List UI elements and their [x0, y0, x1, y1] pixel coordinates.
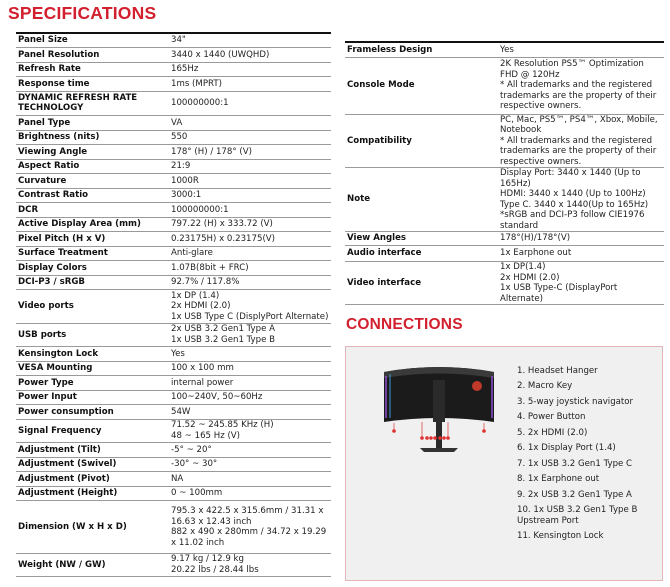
- spec-value: -5° ~ 20°: [169, 443, 331, 458]
- spec-value: Yes: [169, 347, 331, 362]
- spec-label: Signal Frequency: [16, 419, 169, 443]
- spec-label: Adjustment (Swivel): [16, 457, 169, 472]
- spec-label: Video ports: [16, 290, 169, 324]
- spec-label: Curvature: [16, 174, 169, 189]
- left-spec-row: [16, 62, 331, 77]
- left-spec-row: [16, 48, 331, 63]
- spec-label: Audio interface: [345, 246, 498, 262]
- left-spec-row: [16, 405, 331, 420]
- right-spec-row: [345, 168, 664, 232]
- spec-value: 100000000:1: [169, 203, 331, 218]
- spec-label: Compatibility: [345, 114, 498, 168]
- right-spec-row: [345, 246, 664, 262]
- left-spec-row: [16, 554, 331, 577]
- left-spec-row: [16, 390, 331, 405]
- spec-value: 100 x 100 mm: [169, 361, 331, 376]
- spec-value: Yes: [498, 42, 664, 57]
- spec-label: Response time: [16, 77, 169, 92]
- spec-label: Weight (NW / GW): [16, 554, 169, 577]
- left-spec-table: [16, 32, 331, 577]
- left-spec-row: [16, 130, 331, 145]
- spec-label: Refresh Rate: [16, 62, 169, 77]
- left-spec-row: [16, 77, 331, 92]
- left-spec-row: [16, 232, 331, 247]
- spec-value: 1.07B(8bit + FRC): [169, 261, 331, 276]
- left-spec-row: [16, 347, 331, 362]
- spec-label: Panel Type: [16, 116, 169, 131]
- spec-value: 2K Resolution PS5™ Optimization FHD @ 120Hz * All trademarks and the registered trademarks are the property of their respective owners.: [498, 57, 664, 114]
- spec-label: Surface Treatment: [16, 246, 169, 261]
- spec-value: 71.52 ~ 245.85 KHz (H) 48 ~ 165 Hz (V): [169, 419, 331, 443]
- spec-value: 178°(H)/178°(V): [498, 232, 664, 246]
- spec-value: 2x USB 3.2 Gen1 Type A 1x USB 3.2 Gen1 Type B: [169, 323, 331, 347]
- right-spec-row: [345, 232, 664, 246]
- spec-value: 34": [169, 33, 331, 48]
- spec-label: Adjustment (Height): [16, 486, 169, 501]
- spec-value: internal power: [169, 376, 331, 391]
- spec-value: 550: [169, 130, 331, 145]
- spec-label: DCI-P3 / sRGB: [16, 275, 169, 290]
- left-spec-row: [16, 261, 331, 276]
- spec-label: Power consumption: [16, 405, 169, 420]
- left-spec-row: [16, 361, 331, 376]
- spec-value: 1x DP(1.4) 2x HDMI (2.0) 1x USB Type-C (DisplayPort Alternate): [498, 262, 664, 305]
- connection-item: 7. 1x USB 3.2 Gen1 Type C: [517, 458, 633, 469]
- spec-label: VESA Mounting: [16, 361, 169, 376]
- spec-label: Aspect Ratio: [16, 159, 169, 174]
- right-spec-row: [345, 114, 664, 168]
- left-spec-row: [16, 116, 331, 131]
- spec-value: Display Port: 3440 x 1440 (Up to 165Hz) HDMI: 3440 x 1440 (Up to 100Hz) Type C. 3440 x 1440(Up to 165Hz) *sRGB and DCI-P3 follow CIE1976 standard: [498, 168, 664, 232]
- spec-value: 3000:1: [169, 188, 331, 203]
- left-spec-row: [16, 33, 331, 48]
- spec-value: 1x Earphone out: [498, 246, 664, 262]
- spec-value: 797.22 (H) x 333.72 (V): [169, 217, 331, 232]
- specifications-heading: SPECIFICATIONS: [8, 3, 157, 23]
- left-spec-row: [16, 472, 331, 487]
- left-spec-row: [16, 501, 331, 554]
- right-spec-row: [345, 42, 664, 57]
- monitor-rear-image: [380, 360, 498, 460]
- left-spec-row: [16, 203, 331, 218]
- connection-item: 11. Kensington Lock: [517, 531, 604, 542]
- left-spec-row: [16, 217, 331, 232]
- spec-label: Panel Size: [16, 33, 169, 48]
- spec-value: -30° ~ 30°: [169, 457, 331, 472]
- spec-label: Display Colors: [16, 261, 169, 276]
- connection-item: 4. Power Button: [517, 412, 586, 423]
- right-spec-row: [345, 57, 664, 114]
- spec-value: 0.23175H) x 0.23175(V): [169, 232, 331, 247]
- left-spec-row: [16, 246, 331, 261]
- spec-value: 54W: [169, 405, 331, 420]
- left-spec-row: [16, 290, 331, 324]
- connection-item: 9. 2x USB 3.2 Gen1 Type A: [517, 489, 632, 500]
- spec-label: DCR: [16, 203, 169, 218]
- spec-label: Power Type: [16, 376, 169, 391]
- spec-label: Active Display Area (mm): [16, 217, 169, 232]
- spec-value: 1000R: [169, 174, 331, 189]
- spec-value: 100000000:1: [169, 91, 331, 116]
- spec-label: Frameless Design: [345, 42, 498, 57]
- left-spec-row: [16, 188, 331, 203]
- connection-item: 10. 1x USB 3.2 Gen1 Type B Upstream Port: [517, 505, 638, 526]
- spec-value: 165Hz: [169, 62, 331, 77]
- left-spec-row: [16, 91, 331, 116]
- spec-value: 1x DP (1.4) 2x HDMI (2.0) 1x USB Type C (DisplyPort Alternate): [169, 290, 331, 324]
- connections-heading: CONNECTIONS: [346, 316, 463, 333]
- spec-label: Video interface: [345, 262, 498, 305]
- spec-value: Anti-glare: [169, 246, 331, 261]
- spec-value: 21:9: [169, 159, 331, 174]
- spec-label: View Angles: [345, 232, 498, 246]
- connection-item: 1. Headset Hanger: [517, 366, 598, 376]
- spec-value: 795.3 x 422.5 x 315.6mm / 31.31 x 16.63 x 12.43 inch 882 x 490 x 280mm / 34.72 x 19.29 x 11.02 inch: [169, 501, 331, 554]
- spec-label: Console Mode: [345, 57, 498, 114]
- connections-list: [517, 366, 667, 547]
- spec-label: Kensington Lock: [16, 347, 169, 362]
- spec-label: Viewing Angle: [16, 145, 169, 160]
- spec-value: 9.17 kg / 12.9 kg 20.22 lbs / 28.44 lbs: [169, 554, 331, 577]
- left-spec-row: [16, 443, 331, 458]
- spec-label: Dimension (W x H x D): [16, 501, 169, 554]
- left-spec-row: [16, 419, 331, 443]
- connection-item: 8. 1x Earphone out: [517, 474, 600, 485]
- right-spec-table: [345, 41, 664, 305]
- spec-value: PC, Mac, PS5™, PS4™, Xbox, Mobile, Notebook * All trademarks and the registered trademarks are the property of their respective owners.: [498, 114, 664, 168]
- spec-value: 0 ~ 100mm: [169, 486, 331, 501]
- spec-label: Adjustment (Pivot): [16, 472, 169, 487]
- connection-item: 3. 5-way joystick navigator: [517, 396, 634, 407]
- spec-value: 100~240V, 50~60Hz: [169, 390, 331, 405]
- spec-label: Contrast Ratio: [16, 188, 169, 203]
- spec-label: Power Input: [16, 390, 169, 405]
- left-spec-row: [16, 323, 331, 347]
- connection-item: 2. Macro Key: [517, 381, 573, 392]
- spec-value: 92.7% / 117.8%: [169, 275, 331, 290]
- spec-label: Adjustment (Tilt): [16, 443, 169, 458]
- spec-value: 1ms (MPRT): [169, 77, 331, 92]
- left-spec-row: [16, 376, 331, 391]
- left-spec-row: [16, 457, 331, 472]
- connection-item: 5. 2x HDMI (2.0): [517, 427, 588, 438]
- left-spec-row: [16, 159, 331, 174]
- spec-value: 178° (H) / 178° (V): [169, 145, 331, 160]
- spec-label: Brightness (nits): [16, 130, 169, 145]
- left-spec-row: [16, 275, 331, 290]
- spec-value: VA: [169, 116, 331, 131]
- left-spec-row: [16, 486, 331, 501]
- connection-item: 6. 1x Display Port (1.4): [517, 443, 616, 454]
- spec-value: NA: [169, 472, 331, 487]
- left-spec-row: [16, 145, 331, 160]
- spec-label: Pixel Pitch (H x V): [16, 232, 169, 247]
- spec-label: Panel Resolution: [16, 48, 169, 63]
- spec-value: 3440 x 1440 (UWQHD): [169, 48, 331, 63]
- spec-label: USB ports: [16, 323, 169, 347]
- left-spec-row: [16, 174, 331, 189]
- spec-label: Note: [345, 168, 498, 232]
- spec-label: DYNAMIC REFRESH RATE TECHNOLOGY: [16, 91, 169, 116]
- right-spec-row: [345, 262, 664, 305]
